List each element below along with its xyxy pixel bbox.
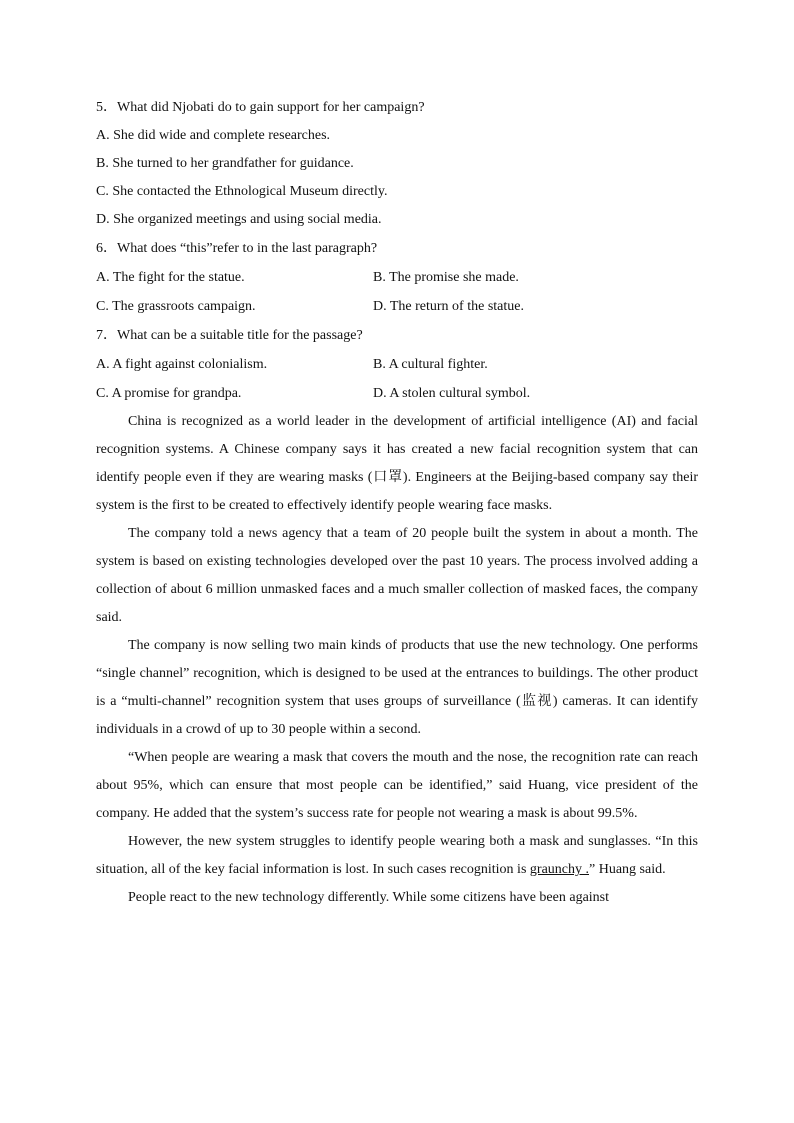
passage-paragraph-1: China is recognized as a world leader in the development of artificial intelligence (AI) and facial recognition systems. A Chinese company says it has created a new facial recognition system that can identify people even if they are wearing masks (口罩). Engineers at the Beijing-based company say their system is the first to be created to effectively identify people wearing face masks. [96, 414, 698, 513]
question-7-option-d: D. A stolen cultural symbol. [373, 386, 531, 401]
passage-paragraph-5 [96, 828, 698, 884]
question-5-option-a: A. She did wide and complete researches. [96, 128, 331, 143]
question-5-option-d: D. She organized meetings and using social media. [96, 212, 382, 227]
question-7-options-row-2 [96, 379, 698, 408]
paragraph-5-text-after: ” Huang said. [589, 862, 666, 877]
question-7-option-c: C. A promise for grandpa. [96, 386, 242, 401]
question-6-option-a: A. The fight for the statue. [96, 270, 245, 285]
question-7-option-a: A. A fight against colonialism. [96, 357, 268, 372]
passage-paragraph-3: The company is now selling two main kinds of products that use the new technology. One performs “single channel” recognition, which is designed to be used at the entrances to buildings. The other product is a “multi-channel” recognition system that uses groups of surveillance (监视) cameras. It can identify individuals in a crowd of up to 30 people within a second. [96, 638, 698, 737]
question-6-option-d: D. The return of the statue. [373, 299, 524, 314]
question-5-stem: 5．What did Njobati do to gain support for her campaign? [96, 100, 425, 115]
question-5-option-b: B. She turned to her grandfather for guidance. [96, 156, 354, 171]
question-7-option-b: B. A cultural fighter. [373, 357, 488, 372]
passage-paragraph-2: The company told a news agency that a team of 20 people built the system in about a month. The system is based on existing technologies developed over the past 10 years. The process involved adding a collection of about 6 million unmasked faces and a much smaller collection of masked faces, the company said. [96, 526, 698, 625]
document-content [96, 93, 698, 912]
question-6-option-c: C. The grassroots campaign. [96, 299, 256, 314]
underlined-word: graunchy . [529, 862, 589, 877]
passage-paragraph-4: “When people are wearing a mask that covers the mouth and the nose, the recognition rate can reach about 95%, which can ensure that most people can be identified,” said Huang, vice president of the company. He added that the system’s success rate for people not wearing a mask is about 99.5%. [96, 750, 698, 821]
question-5-option-c: C. She contacted the Ethnological Museum directly. [96, 184, 388, 199]
question-7-options-row-1 [96, 350, 698, 379]
question-7-stem: 7．What can be a suitable title for the passage? [96, 328, 363, 343]
paragraph-5-text-before: However, the new system struggles to identify people wearing both a mask and sunglasses. “In this situation, all of the key facial information is lost. In such cases recognition is [96, 834, 698, 877]
question-6-option-b: B. The promise she made. [373, 270, 519, 285]
passage-paragraph-6: People react to the new technology differently. While some citizens have been against [128, 890, 610, 905]
question-6-options-row-2 [96, 292, 698, 321]
question-6-options-row-1 [96, 263, 698, 292]
question-6-stem: 6．What does “this”refer to in the last paragraph? [96, 241, 378, 256]
